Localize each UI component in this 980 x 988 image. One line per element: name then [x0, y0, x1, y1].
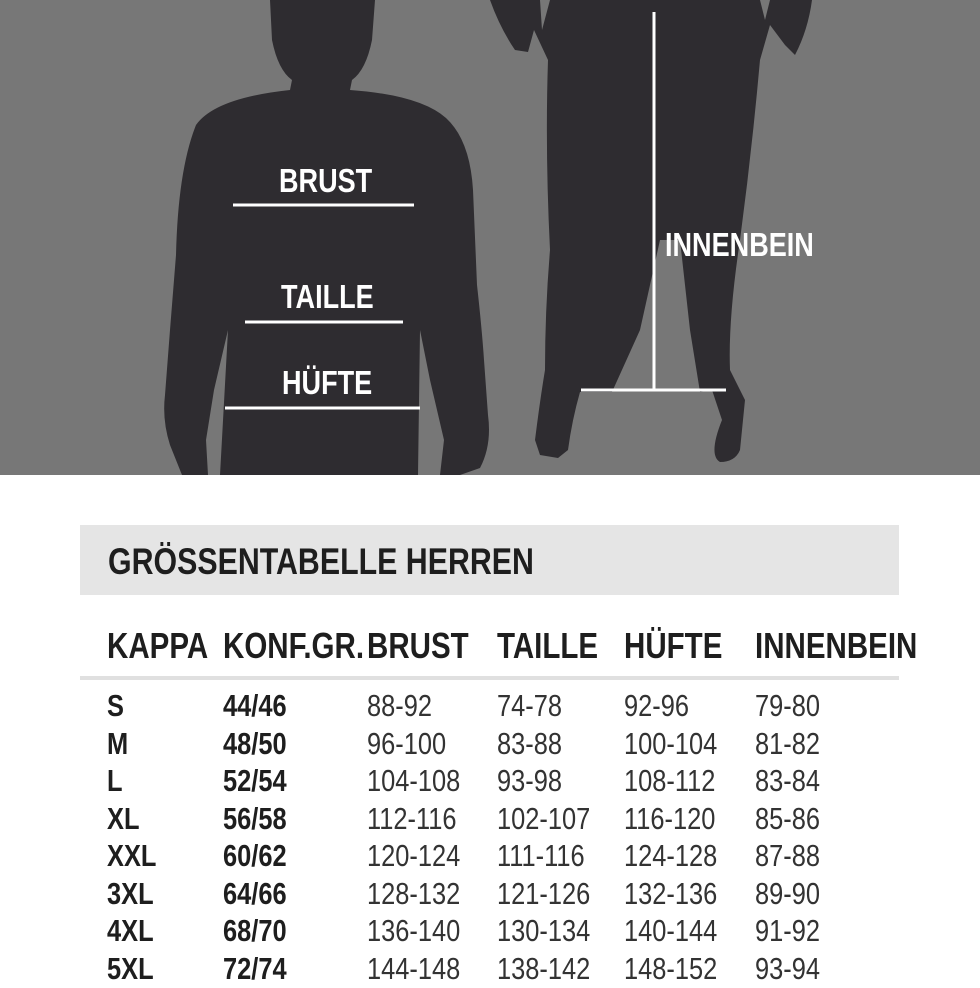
cell-kappa: XL: [107, 801, 139, 837]
cell-huefte: 116-120: [624, 801, 715, 837]
cell-kappa: XXL: [107, 838, 156, 874]
cell-innenbein: 91-92: [755, 913, 820, 949]
column-header-huefte: HÜFTE: [624, 625, 722, 667]
column-header-brust: BRUST: [367, 625, 469, 667]
table-row: [80, 838, 899, 876]
cell-innenbein: 87-88: [755, 838, 820, 874]
column-header-taille: TAILLE: [497, 625, 598, 667]
brust-label: BRUST: [279, 162, 372, 200]
cell-kappa: 4XL: [107, 913, 154, 949]
innenbein-label: INNENBEIN: [665, 226, 814, 264]
size-table-body: [80, 680, 899, 988]
cell-innenbein: 85-86: [755, 801, 820, 837]
cell-huefte: 100-104: [624, 726, 717, 762]
cell-huefte: 132-136: [624, 876, 717, 912]
measurement-illustration: [0, 0, 980, 475]
cell-huefte: 140-144: [624, 913, 717, 949]
cell-innenbein: 81-82: [755, 726, 820, 762]
size-chart-title: GRÖSSENTABELLE HERREN: [108, 541, 534, 583]
cell-brust: 88-92: [367, 688, 432, 724]
cell-konf-gr: 44/46: [223, 688, 287, 724]
cell-taille: 83-88: [497, 726, 562, 762]
taille-label: TAILLE: [281, 278, 374, 316]
cell-innenbein: 79-80: [755, 688, 820, 724]
cell-kappa: S: [107, 688, 124, 724]
cell-brust: 128-132: [367, 876, 460, 912]
table-row: [80, 763, 899, 801]
cell-taille: 111-116: [497, 838, 585, 874]
cell-huefte: 108-112: [624, 763, 715, 799]
table-row: [80, 951, 899, 988]
table-row: [80, 876, 899, 914]
cell-konf-gr: 48/50: [223, 726, 287, 762]
silhouette-graphic: [0, 0, 980, 475]
cell-brust: 112-116: [367, 801, 457, 837]
torso-silhouette-icon: [164, 0, 489, 475]
cell-brust: 96-100: [367, 726, 446, 762]
cell-huefte: 148-152: [624, 951, 717, 987]
cell-innenbein: 89-90: [755, 876, 820, 912]
cell-konf-gr: 56/58: [223, 801, 287, 837]
size-chart-title-bar: [80, 525, 899, 595]
cell-konf-gr: 64/66: [223, 876, 287, 912]
table-row: [80, 913, 899, 951]
cell-brust: 136-140: [367, 913, 460, 949]
cell-brust: 104-108: [367, 763, 460, 799]
cell-taille: 74-78: [497, 688, 562, 724]
cell-kappa: 5XL: [107, 951, 154, 987]
size-table-header: [80, 620, 899, 680]
cell-konf-gr: 68/70: [223, 913, 287, 949]
table-row: [80, 801, 899, 839]
table-row: [80, 726, 899, 764]
cell-huefte: 92-96: [624, 688, 689, 724]
cell-konf-gr: 52/54: [223, 763, 287, 799]
column-header-kappa: KAPPA: [107, 625, 208, 667]
column-header-konf-gr: KONF.GR.: [223, 625, 364, 667]
cell-konf-gr: 60/62: [223, 838, 287, 874]
cell-kappa: L: [107, 763, 123, 799]
cell-innenbein: 83-84: [755, 763, 820, 799]
cell-kappa: 3XL: [107, 876, 154, 912]
table-row: [80, 688, 899, 726]
cell-innenbein: 93-94: [755, 951, 820, 987]
cell-konf-gr: 72/74: [223, 951, 287, 987]
cell-taille: 138-142: [497, 951, 590, 987]
cell-brust: 144-148: [367, 951, 460, 987]
cell-taille: 102-107: [497, 801, 590, 837]
huefte-label: HÜFTE: [282, 364, 372, 402]
column-header-innenbein: INNENBEIN: [755, 625, 917, 667]
cell-kappa: M: [107, 726, 128, 762]
cell-taille: 130-134: [497, 913, 590, 949]
cell-huefte: 124-128: [624, 838, 717, 874]
cell-taille: 121-126: [497, 876, 590, 912]
cell-brust: 120-124: [367, 838, 460, 874]
cell-taille: 93-98: [497, 763, 562, 799]
size-table: [80, 620, 899, 988]
